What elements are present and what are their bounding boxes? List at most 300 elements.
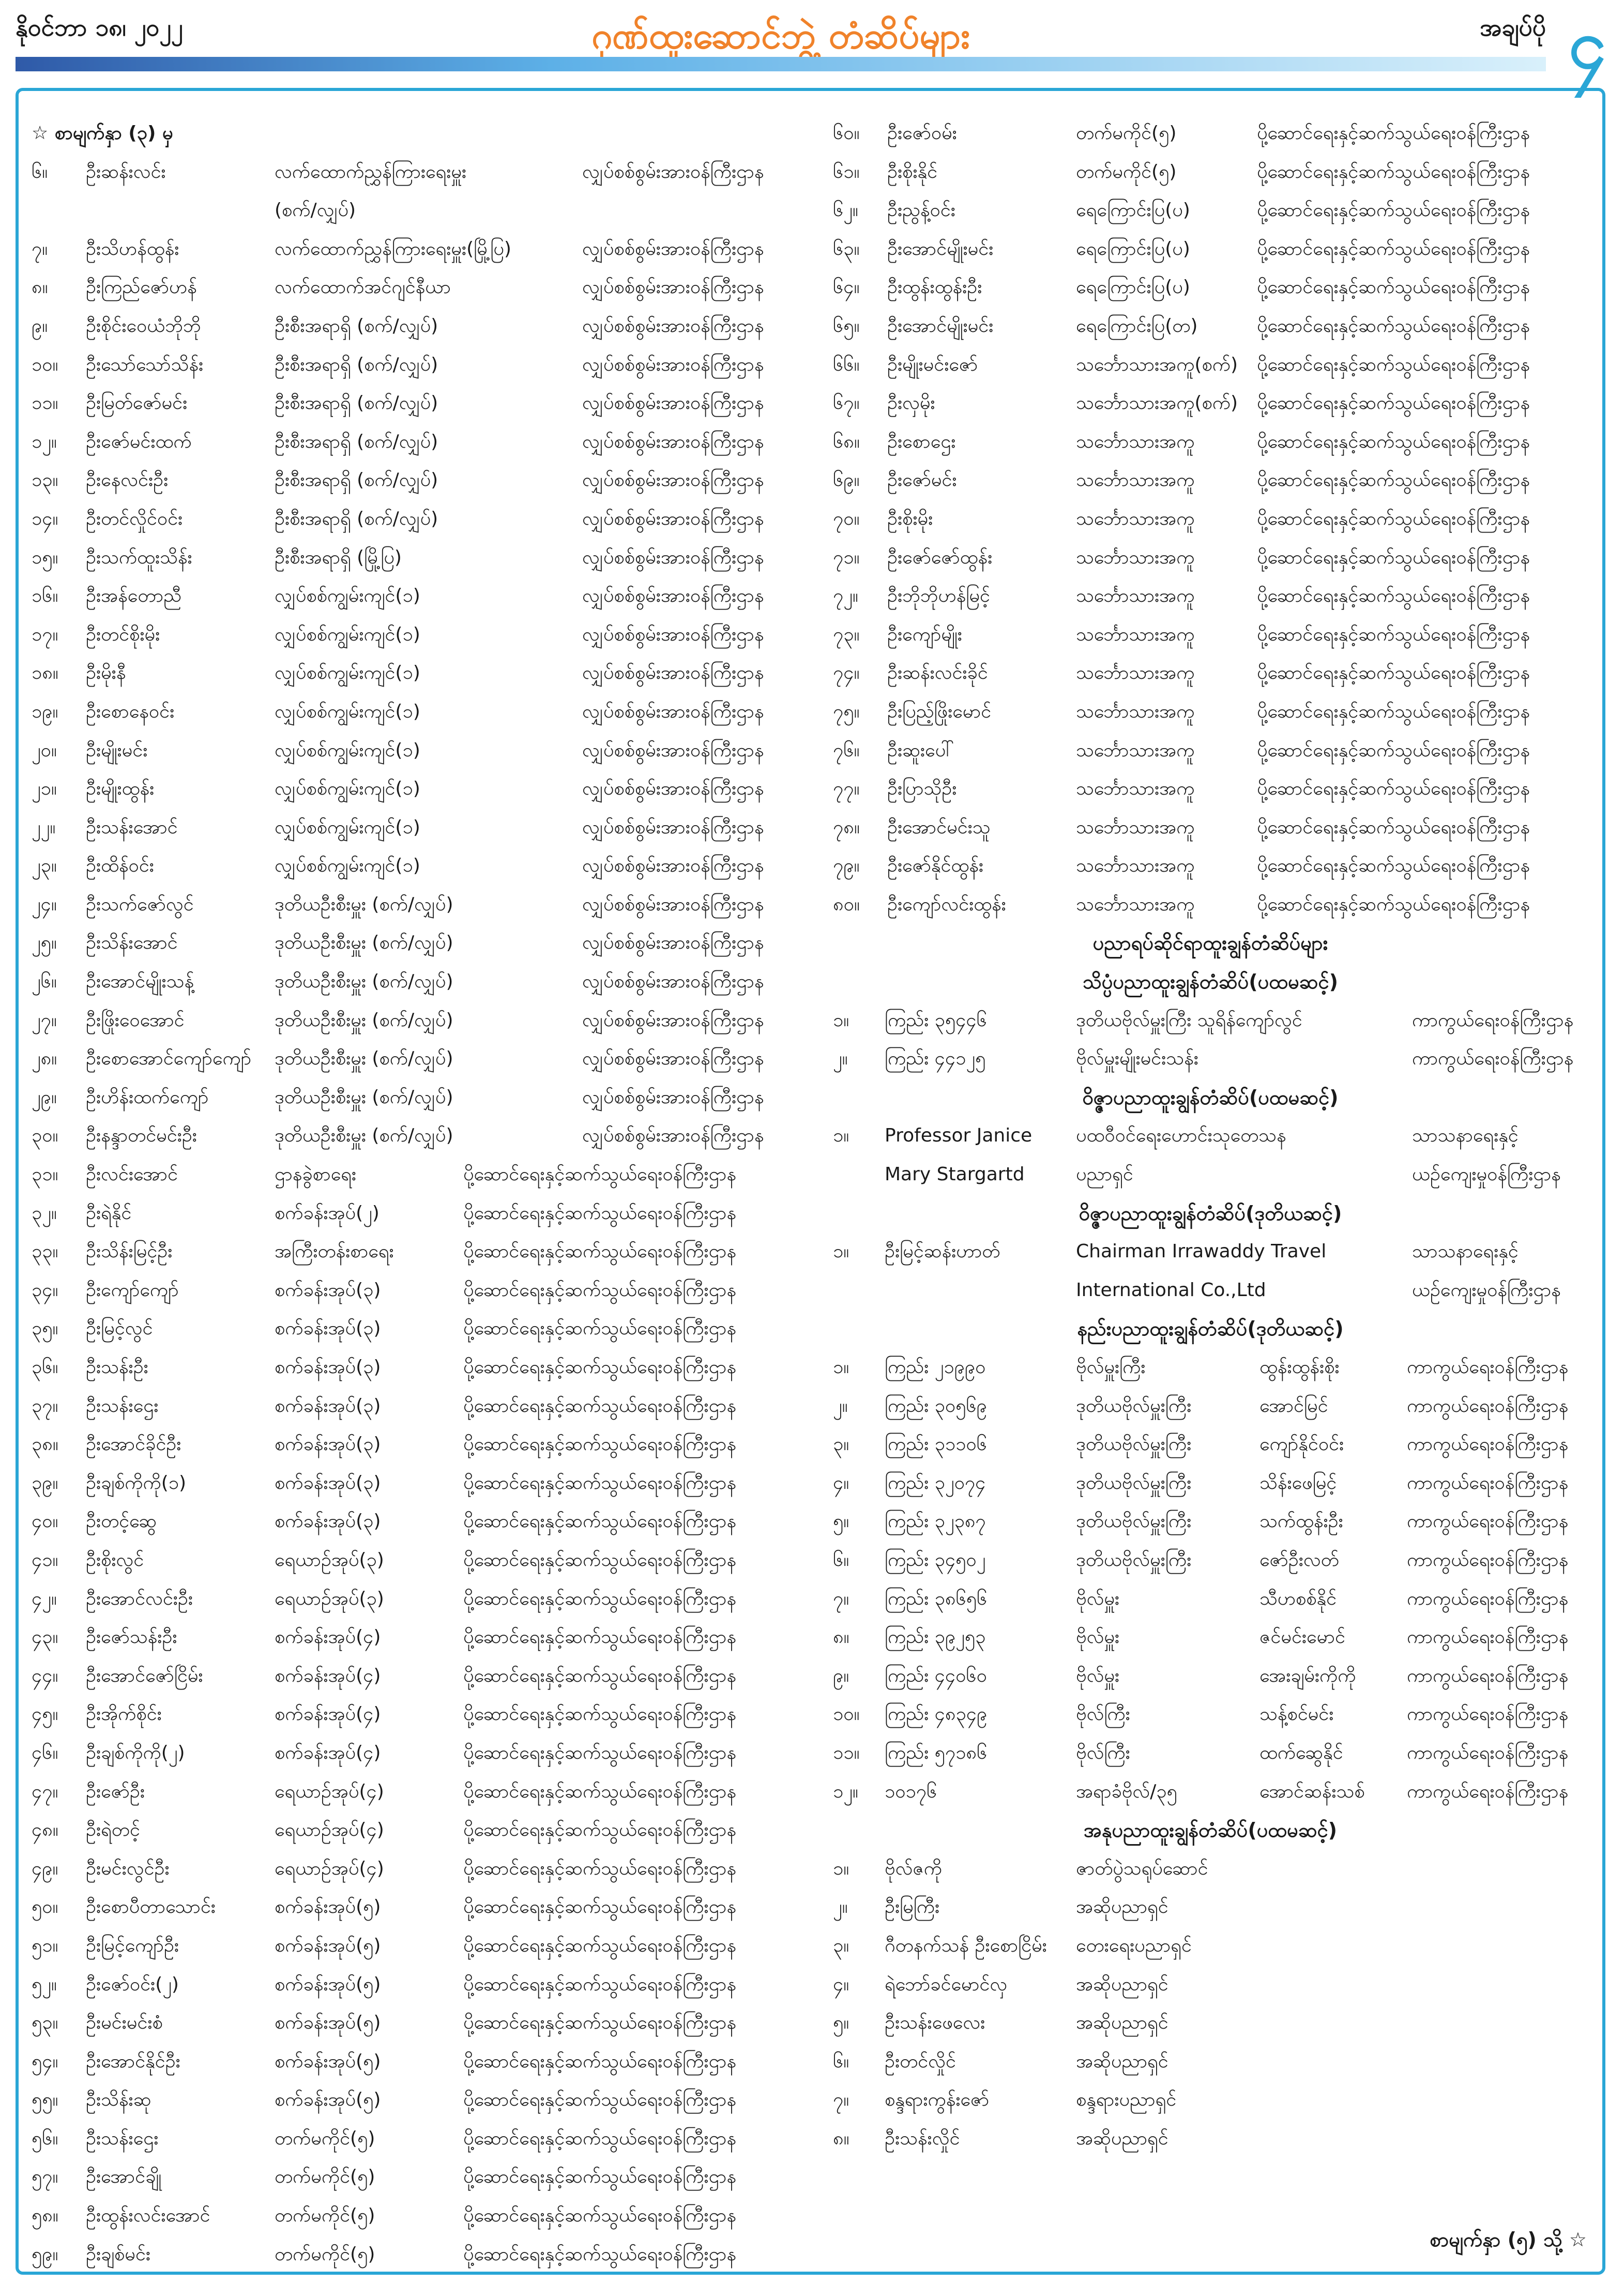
table-row [32,847,817,886]
cell-t-rank: ဗိုလ်ကြီး [1076,1703,1130,1725]
cell-c-num: ၃၆။ [32,1357,58,1378]
cell-c-dept-a: လျှပ်စစ်စွမ်းအားဝန်ကြီးဌာန [582,469,764,491]
cell-c-dept-b: ပို့ဆောင်ရေးနှင့်ဆက်သွယ်ရေးဝန်ကြီးဌာန [463,1973,736,1995]
table-row [32,1348,817,1387]
cell-t-rank: ဗိုလ်မှူး [1076,1626,1120,1648]
cell-t-rank: ဒုတိယဗိုလ်မှူးကြီး [1076,1434,1192,1455]
cell-c-num: ၂၄။ [32,893,57,915]
cell-s-dept: သာသနာရေးနှင့် [1412,1125,1519,1147]
cell-r-num: ၇၂။ [833,585,858,607]
cell-r-num: ၆၄။ [833,277,860,298]
cell-t-num: ၈။ [833,1626,849,1648]
cell-c-pos: စက်ခန်းအုပ်(၄) [275,1742,381,1763]
cell-c-dept-b: ပို့ဆောင်ရေးနှင့်ဆက်သွယ်ရေးဝန်ကြီးဌာန [463,1472,736,1494]
table-row [32,1271,817,1310]
cell-c-pos: လျှပ်စစ်ကျွမ်းကျင်(၁) [275,662,420,684]
table-row [833,500,1588,539]
cell-c-pos: လက်ထောက်အင်ဂျင်နီယာ [275,277,451,298]
cell-c-dept-a: လျှပ်စစ်စွမ်းအားဝန်ကြီးဌာန [582,932,764,954]
cell-c-pos: တက်မကိုင်(၅) [275,2166,375,2188]
cell-c-num: ၂၉။ [32,1086,57,1108]
cell-c-pos: ရေယာဉ်အုပ်(၄) [275,1858,384,1879]
cell-c-dept-a: လျှပ်စစ်စွမ်းအားဝန်ကြီးဌာန [582,1086,764,1108]
table-row [833,1580,1588,1619]
cell-t-name: အောင်ဆန်းသစ် [1259,1780,1365,1802]
table-row [833,230,1588,269]
cell-u-name: ရဲဘော်ခင်မောင်လှ [885,1973,1008,1995]
cell-t-num: ၁၂။ [833,1780,858,1802]
cell-r-name: ဦးစိုးနိုင် [887,161,938,182]
cell-c-pos: စက်ခန်းအုပ်(၄) [275,1665,381,1686]
table-row [32,2158,817,2197]
cell-r-pos: ရေကြောင်းပြ(တ) [1076,315,1198,337]
cell-c-name: ဦးရဲနိုင် [86,1202,132,1224]
cell-t-rank: ဗိုလ်မှူးကြီး [1076,1357,1146,1378]
cell-r-pos: သင်္ဘောသားအကူ [1076,701,1195,722]
cell-c-pos: အကြီးတန်းစာရေး [275,1241,394,1262]
cell-c-dept-b: ပို့ဆောင်ရေးနှင့်ဆက်သွယ်ရေးဝန်ကြီးဌာန [463,1357,736,1378]
cell-t-id: ကြည်း ၃၄၅၀၂ [885,1549,986,1571]
cell-r-name: ဦးကျော်လင်းထွန်း [887,893,1006,915]
cell-r-dept: ပို့ဆောင်ရေးနှင့်ဆက်သွယ်ရေးဝန်ကြီးဌာန [1257,161,1530,182]
cell-c-num: ၁၄။ [32,508,58,529]
table-row [32,1927,817,1966]
cell-c-num: ၄၂။ [32,1588,57,1609]
cell-c-pos: ဒုတိယဦးစီးမှူး (စက်/လျှပ်) [275,1086,453,1108]
table-row [833,1734,1588,1773]
cell-t-id: ကြည်း ၃၂၀၇၄ [885,1472,986,1494]
cell-c-name: ဦးမျိုးမင်း [86,739,148,761]
table-row [833,577,1588,616]
continued-to-note: စာမျက်နှာ (၅) သို့ ☆ [1430,2228,1587,2251]
table-row [32,346,817,385]
cell-r-pos: သင်္ဘောသားအကူ [1076,623,1195,645]
section-title: ပညာရပ်ဆိုင်ရာထူးချွန်တံဆိပ်များ [1092,932,1328,955]
cell-c-dept-a: လျှပ်စစ်စွမ်းအားဝန်ကြီးဌာန [582,816,764,838]
cell-c-dept-b: ပို့ဆောင်ရေးနှင့်ဆက်သွယ်ရေးဝန်ကြီးဌာန [463,1626,736,1648]
cell-t-id: ကြည်း ၅၇၁၈၆ [885,1742,988,1763]
cell-c-name: ဦးသိဟန်ထွန်း [86,238,179,260]
cell-u-num: ၈။ [833,2127,849,2149]
cell-t-name: ထက်ဆွေနိုင် [1259,1742,1343,1763]
cell-c-pos: လက်ထောက်ညွှန်ကြားရေးမှူး [275,161,467,182]
cell-t-id: ၁၀၁၇၆ [885,1780,937,1802]
cell-s-rank2: Chairman Irrawaddy Travel [1076,1241,1327,1262]
cell-t-name: အောင်မြင် [1259,1395,1328,1417]
table-row [833,539,1588,577]
cell-c-name: ဦးမြတ်ဇော်မင်း [86,392,188,414]
cell-u-title: အဆိုပညာရှင် [1076,2012,1168,2034]
table-row [833,114,1588,153]
continued-from-note: ☆ စာမျက်နှာ (၃) မှ [32,123,173,144]
cell-c-dept-a: လျှပ်စစ်စွမ်းအားဝန်ကြီးဌာန [582,623,764,645]
cell-c-num: ၂၈။ [32,1048,57,1070]
table-row [32,693,817,732]
table-row [32,153,817,192]
table-row [32,1657,817,1696]
cell-c-num: ၂၁။ [32,778,57,800]
cell-c-name: ဦးအောင်ခိုင်ဦး [86,1434,181,1455]
table-row [32,1310,817,1348]
cell-u-title: စန္ဒရားပညာရှင် [1076,2089,1177,2111]
table-row [32,1580,817,1619]
cell-t-id: ကြည်း ၄၄၀၆၀ [885,1665,987,1686]
cell-u-title: အဆိုပညာရှင် [1076,2050,1168,2072]
cell-t-num: ၁၀။ [833,1703,860,1725]
cell-c-num: ၂၃။ [32,855,57,877]
table-row [32,1387,817,1426]
cell-c-dept-a: လျှပ်စစ်စွမ်းအားဝန်ကြီးဌာန [582,585,764,607]
cell-s-rank2: ဒုတိယဗိုလ်မှူးကြီး သူရိန်ကျော်လွင် [1076,1009,1302,1031]
cell-c-num: ၉။ [32,315,48,337]
cell-r-dept: ပို့ဆောင်ရေးနှင့်ဆက်သွယ်ရေးဝန်ကြီးဌာန [1257,855,1530,877]
cell-t-dept: ကာကွယ်ရေးဝန်ကြီးဌာန [1407,1549,1569,1571]
cell-t-rank: ဗိုလ်မှူး [1076,1588,1120,1609]
cell-c-dept-a: လျှပ်စစ်စွမ်းအားဝန်ကြီးဌာန [582,508,764,529]
cell-c-pos: ဌာနခွဲစာရေး [275,1164,357,1185]
cell-r-pos: ရေကြောင်းပြ(ပ) [1076,238,1190,260]
cell-c-pos: လျှပ်စစ်ကျွမ်းကျင်(၁) [275,623,420,645]
cell-r-num: ၆၈။ [833,431,860,452]
cell-c-pos: တက်မကိုင်(၅) [275,2205,375,2227]
cell-c-name: ဦးအောင်မျိုးသန့် [86,971,194,993]
cell-r-num: ၇၅။ [833,701,860,722]
cell-c-dept-a: လျှပ်စစ်စွမ်းအားဝန်ကြီးဌာန [582,238,764,260]
cell-c-num: ၁၇။ [32,623,58,645]
cell-c-num: ၇။ [32,238,48,260]
cell-c-num: ၄၀။ [32,1511,58,1532]
table-row [32,732,817,770]
cell-c-pos: ဦးစီးအရာရှိ (စက်/လျှပ်) [275,508,438,529]
cell-t-id: ကြည်း ၂၁၉၉၀ [885,1357,986,1378]
header-divider [16,57,1546,71]
cell-s-dept: ယဉ်ကျေးမှုဝန်ကြီးဌာန [1412,1164,1561,1185]
cell-c-num: ၂၇။ [32,1009,57,1031]
cell-c-name: ဦးရဲတင့် [86,1819,140,1841]
cell-c-dept-a: လျှပ်စစ်စွမ်းအားဝန်ကြီးဌာန [582,971,764,993]
cell-c-num: ၂၂။ [32,816,56,838]
cell-c-num: ၅၉။ [32,2243,58,2265]
table-row [833,1040,1588,1078]
cell-c-num: ၅၂။ [32,1973,57,1995]
table-row [833,616,1588,655]
section-title: အနုပညာထူးချွန်တံဆိပ်(ပထမဆင့်) [1083,1819,1338,1842]
table-row [833,1541,1588,1580]
cell-t-rank: ဒုတိယဗိုလ်မှူးကြီး [1076,1511,1192,1532]
table-row [32,1078,817,1117]
cell-c-dept-b: ပို့ဆောင်ရေးနှင့်ဆက်သွယ်ရေးဝန်ကြီးဌာန [463,1780,736,1802]
cell-c-num: ၂၅။ [32,932,57,954]
cell-c-pos: တက်မကိုင်(၅) [275,2127,375,2149]
cell-s-dept: ယဉ်ကျေးမှုဝန်ကြီးဌာန [1412,1279,1561,1301]
right-column [833,114,1588,2158]
cell-c-num: ၅၄။ [32,2050,58,2072]
cell-t-dept: ကာကွယ်ရေးဝန်ကြီးဌာန [1407,1780,1569,1802]
cell-c-num: ၂၆။ [32,971,57,993]
section-title: ဝိဇ္ဇာပညာထူးချွန်တံဆိပ်(ဒုတိယဆင့်) [1079,1201,1342,1225]
table-row [833,1888,1588,1927]
cell-r-pos: သင်္ဘောသားအကူ [1076,508,1195,529]
cell-c-dept-b: ပို့ဆောင်ရေးနှင့်ဆက်သွယ်ရေးဝန်ကြီးဌာန [463,1935,736,1956]
cell-c-pos: ဒုတိယဦးစီးမှူး (စက်/လျှပ်) [275,932,453,954]
cell-u-num: ၅။ [833,2012,849,2034]
table-row [32,1811,817,1850]
cell-r-name: ဦးဇော်ဇော်ထွန်း [887,546,993,568]
cell-t-rank: ဒုတိယဗိုလ်မှူးကြီး [1076,1395,1192,1417]
table-row [833,693,1588,732]
cell-t-id: ကြည်း ၃၉၂၅၃ [885,1626,986,1648]
cell-r-dept: ပို့ဆောင်ရေးနှင့်ဆက်သွယ်ရေးဝန်ကြီးဌာန [1257,816,1530,838]
cell-s-id: ကြည်း ၃၅၄၄၆ [885,1009,987,1031]
cell-c-name: ဦးအောင်ဇော်ငြိမ်း [86,1665,203,1686]
cell-r-num: ၆၀။ [833,123,860,144]
cell-c-pos: ဒုတိယဦးစီးမှူး (စက်/လျှပ်) [275,1048,453,1070]
section-title: သိပ္ပံပညာထူးချွန်တံဆိပ်(ပထမဆင့်) [1083,970,1338,994]
cell-r-pos: တက်မကိုင်(၅) [1076,123,1177,144]
cell-c-name: ဦးဇော်သန်းဦး [86,1626,177,1648]
cell-r-name: ဦးကျော်မျိုး [887,623,962,645]
cell-r-name: ဦးဆန်းလင်းခိုင် [887,662,988,684]
cell-c-name: ဦးဇော်မင်းထက် [86,431,192,452]
table-row [32,1001,817,1040]
cell-c-dept-b: ပို့ဆောင်ရေးနှင့်ဆက်သွယ်ရေးဝန်ကြီးဌာန [463,1819,736,1841]
cell-c-num: ၅၈။ [32,2205,58,2227]
cell-c-name: ဦးသက်ဇော်လွင် [86,893,194,915]
cell-c-dept-b: ပို့ဆောင်ရေးနှင့်ဆက်သွယ်ရေးဝန်ကြီးဌာန [463,1549,736,1571]
cell-s-dept: ကာကွယ်ရေးဝန်ကြီးဌာန [1412,1009,1574,1031]
cell-t-dept: ကာကွယ်ရေးဝန်ကြီးဌာန [1407,1665,1569,1686]
cell-c-num: ၅၃။ [32,2012,58,2034]
cell-c-num: ၅၀။ [32,1896,58,1918]
cell-t-id: ကြည်း ၃၁၁၀၆ [885,1434,987,1455]
cell-c-num: ၅၁။ [32,1935,58,1956]
cell-c-name: ဦးစောနေဝင်း [86,701,175,722]
cell-t-dept: ကာကွယ်ရေးဝန်ကြီးဌာန [1407,1511,1569,1532]
cell-c-num: ၃၃။ [32,1241,58,1262]
cell-c-name: ဦးသိန်းအောင် [86,932,178,954]
content-frame [16,88,1605,2275]
table-row [833,1618,1588,1657]
cell-r-dept: ပို့ဆောင်ရေးနှင့်ဆက်သွယ်ရေးဝန်ကြီးဌာန [1257,392,1530,414]
cell-c-num: ၁၂။ [32,431,57,452]
cell-c-num: ၃၉။ [32,1472,58,1494]
cell-c-name: ဦးစိုးလွင် [86,1549,144,1571]
cell-c-pos: စက်ခန်းအုပ်(၂) [275,1202,380,1224]
cell-c-dept-a: လျှပ်စစ်စွမ်းအားဝန်ကြီးဌာန [582,161,764,182]
cell-t-dept: ကာကွယ်ရေးဝန်ကြီးဌာန [1407,1434,1569,1455]
cell-r-pos: သင်္ဘောသားအကူ [1076,469,1195,491]
section-title: ဝိဇ္ဇာပညာထူးချွန်တံဆိပ်(ပထမဆင့်) [1082,1086,1339,1109]
cell-t-rank: ဗိုလ်မှူး [1076,1665,1120,1686]
cell-c-name: ဦးချစ်ကိုကို(၂) [86,1742,185,1763]
cell-s-dept: သာသနာရေးနှင့် [1412,1241,1519,1262]
cell-r-name: ဦးပြာသိုဦး [887,778,957,800]
cell-c-dept-a: လျှပ်စစ်စွမ်းအားဝန်ကြီးဌာန [582,1009,764,1031]
table-row [32,2120,817,2158]
cell-c-pos: ဒုတိယဦးစီးမှူး (စက်/လျှပ်) [275,893,453,915]
cell-r-pos: သင်္ဘောသားအကူ [1076,816,1195,838]
cell-s-num: ၂။ [833,1048,848,1070]
cell-c-pos: စက်ခန်းအုပ်(၃) [275,1434,381,1455]
cell-c-pos: ဦးစီးအရာရှိ (စက်/လျှပ်) [275,354,438,375]
cell-c-pos: စက်ခန်းအုပ်(၄) [275,1626,381,1648]
cell-c-dept-b: ပို့ဆောင်ရေးနှင့်ဆက်သွယ်ရေးဝန်ကြီးဌာန [463,1164,736,1185]
cell-r-name: ဦးပြည့်ဖြိုးမောင် [887,701,992,722]
cell-t-dept: ကာကွယ်ရေးဝန်ကြီးဌာန [1407,1357,1569,1378]
cell-r-pos: သင်္ဘောသားအကူ [1076,778,1195,800]
cell-c-pos: ရေယာဉ်အုပ်(၄) [275,1819,384,1841]
cell-c-name: ဦးဖြိုးဝေအောင် [86,1009,185,1031]
table-row [833,1271,1588,1310]
cell-t-name: သက်ထွန်းဦး [1259,1511,1343,1532]
cell-c-pos: ရေယာဉ်အုပ်(၃) [275,1549,384,1571]
cell-c-name: ဦးဆန်းလင်း [86,161,166,182]
cell-c-pos: လက်ထောက်ညွှန်ကြားရေးမှူး(မြို့ပြ) [275,238,511,260]
cell-t-name: သန့်စင်မင်း [1259,1703,1334,1725]
cell-c-pos: တက်မကိုင်(၅) [275,2243,375,2265]
cell-c-name: ဦးအောင်လင်းဦး [86,1588,193,1609]
cell-c-num: ၃၁။ [32,1164,58,1185]
cell-u-title: အဆိုပညာရှင် [1076,1973,1168,1995]
cell-s-id: ကြည်း ၄၄၁၂၅ [885,1048,986,1070]
cell-c-dept-b: ပို့ဆောင်ရေးနှင့်ဆက်သွယ်ရေးဝန်ကြီးဌာန [463,1395,736,1417]
cell-c-name: ဦးဟိန်းထက်ကျော် [86,1086,209,1108]
cell-t-num: ၆။ [833,1549,849,1571]
cell-c-name: ဦးကျော်ကျော် [86,1279,179,1301]
cell-u-title: အဆိုပညာရှင် [1076,1896,1168,1918]
cell-c-name: ဦးဇော်ဦး [86,1780,145,1802]
cell-c-name: ဦးမိုးနီ [86,662,126,684]
cell-c-num: ၃၂။ [32,1202,57,1224]
cell-u-num: ၁။ [833,1858,849,1879]
table-row [833,191,1588,230]
table-row [32,616,817,655]
cell-c-dept-a: လျှပ်စစ်စွမ်းအားဝန်ကြီးဌာန [582,739,764,761]
cell-t-id: ကြည်း ၄၈၃၄၉ [885,1703,988,1725]
cell-c-name: ဦးချစ်မင်း [86,2243,150,2265]
table-row [32,539,817,577]
table-row [32,1194,817,1233]
cell-r-name: ဦးဘိုဘိုဟန်မြင့် [887,585,990,607]
cell-c-num: ၅၇။ [32,2166,58,2188]
cell-c-dept-a: လျှပ်စစ်စွမ်းအားဝန်ကြီးဌာန [582,315,764,337]
table-row [833,2043,1588,2081]
cell-t-rank: ဒုတိယဗိုလ်မှူးကြီး [1076,1549,1192,1571]
cell-c-name: ဦးလင်းအောင် [86,1164,178,1185]
cell-r-pos: သင်္ဘောသားအကူ [1076,739,1195,761]
cell-c-dept-a: လျှပ်စစ်စွမ်းအားဝန်ကြီးဌာန [582,701,764,722]
cell-r-num: ၇၉။ [833,855,860,877]
cell-c-name: ဦးသန်းအောင် [86,816,178,838]
cell-c-num: ၃၈။ [32,1434,58,1455]
cell-r-num: ၈၀။ [833,893,860,915]
table-row [833,461,1588,500]
cell-c-pos: ရေယာဉ်အုပ်(၄) [275,1780,384,1802]
table-row [32,2235,817,2274]
cell-c-dept-a: လျှပ်စစ်စွမ်းအားဝန်ကြီးဌာန [582,1048,764,1070]
cell-t-name: အေးချမ်းကိုကို [1259,1665,1356,1686]
cell-c-num: ၁၀။ [32,354,58,375]
cell-s-rank2: ဗိုလ်မှူးမျိုးမင်းသန်း [1076,1048,1198,1070]
cell-c-num: ၃၅။ [32,1318,58,1340]
cell-c-pos: ဒုတိယဦးစီးမှူး (စက်/လျှပ်) [275,1009,453,1031]
cell-c-dept-b: ပို့ဆောင်ရေးနှင့်ဆက်သွယ်ရေးဝန်ကြီးဌာန [463,2012,736,2034]
cell-t-name: ဇင်မင်းမောင် [1259,1626,1345,1648]
cell-r-num: ၇၈။ [833,816,860,838]
cell-r-name: ဦးဆူးပေါ် [887,739,954,761]
table-row [32,770,817,809]
page-number: ၄ [1568,5,1606,83]
cell-r-name: ဦးဇော်ဝမ်း [887,123,957,144]
cell-c-name: ဦးအိုက်စိုင်း [86,1703,162,1725]
cell-c-pos: လျှပ်စစ်ကျွမ်းကျင်(၁) [275,585,420,607]
table-row [32,577,817,616]
table-row [32,423,817,462]
cell-c-num: ၃၇။ [32,1395,58,1417]
cell-t-name: ထွန်းထွန်းစိုး [1259,1357,1340,1378]
table-row [833,1425,1588,1464]
table-row [32,1502,817,1541]
cell-t-dept: ကာကွယ်ရေးဝန်ကြီးဌာန [1407,1703,1569,1725]
cell-c-name: ဦးနေလင်းဦး [86,469,169,491]
supplement-label: အချပ်ပို [1480,13,1546,41]
cell-t-num: ၂။ [833,1395,848,1417]
cell-t-num: ၅။ [833,1511,849,1532]
table-row [32,1464,817,1503]
cell-r-num: ၆၉။ [833,469,860,491]
cell-c-pos: ဦးစီးအရာရှိ (စက်/လျှပ်) [275,392,438,414]
cell-s-num: ၁။ [833,1125,849,1147]
table-row [833,1773,1588,1812]
table-row [833,732,1588,770]
table-row [833,2004,1588,2043]
cell-c-pos: ဦးစီးအရာရှိ (စက်/လျှပ်) [275,315,438,337]
cell-r-name: ဦးဇော်နိုင်ထွန်း [887,855,984,877]
cell-c-num: ၄၄။ [32,1665,58,1686]
cell-r-pos: သင်္ဘောသားအကူ(စက်) [1076,354,1238,375]
table-row [32,654,817,693]
cell-r-num: ၆၆။ [833,354,860,375]
table-row [833,1348,1588,1387]
cell-c-name: ဦးသိန်းမြင့်ဦး [86,1241,173,1262]
cell-r-dept: ပို့ဆောင်ရေးနှင့်ဆက်သွယ်ရေးဝန်ကြီးဌာန [1257,315,1530,337]
cell-c-num: ၁၃။ [32,469,58,491]
cell-t-dept: ကာကွယ်ရေးဝန်ကြီးဌာန [1407,1626,1569,1648]
cell-c-pos: စက်ခန်းအုပ်(၃) [275,1318,381,1340]
cell-c-name: ဦးဇော်ဝင်း(၂) [86,1973,179,1995]
cell-c-num: ၄၅။ [32,1703,58,1725]
cell-s-rank2: International Co.,Ltd [1076,1279,1266,1301]
cell-c-num: ၁၁။ [32,392,58,414]
table-row [32,1541,817,1580]
cell-c-name: ဦးမြင့်လွင် [86,1318,153,1340]
cell-r-dept: ပို့ဆောင်ရေးနှင့်ဆက်သွယ်ရေးဝန်ကြီးဌာန [1257,469,1530,491]
table-row [833,1464,1588,1503]
cell-r-name: ဦးအောင်မျိုးမင်း [887,238,994,260]
cell-c-pos: စက်ခန်းအုပ်(၄) [275,1703,381,1725]
cell-c-dept-b: ပို့ဆောင်ရေးနှင့်ဆက်သွယ်ရေးဝန်ကြီးဌာန [463,2166,736,2188]
cell-t-dept: ကာကွယ်ရေးဝန်ကြီးဌာန [1407,1588,1569,1609]
cell-r-name: ဦးအောင်မျိုးမင်း [887,315,994,337]
cell-t-id: ကြည်း ၃၈၆၅၆ [885,1588,988,1609]
cell-t-id: ကြည်း ၃၀၅၆၉ [885,1395,987,1417]
cell-r-pos: သင်္ဘောသားအကူ [1076,546,1195,568]
cell-c-dept-a: လျှပ်စစ်စွမ်းအားဝန်ကြီးဌာန [582,277,764,298]
cell-s-rank2: ပညာရှင် [1076,1164,1133,1185]
cell-s-num: ၁။ [833,1009,849,1031]
cell-c-dept-b: ပို့ဆောင်ရေးနှင့်ဆက်သွယ်ရေးဝန်ကြီးဌာန [463,2205,736,2227]
cell-r-dept: ပို့ဆောင်ရေးနှင့်ဆက်သွယ်ရေးဝန်ကြီးဌာန [1257,200,1530,221]
